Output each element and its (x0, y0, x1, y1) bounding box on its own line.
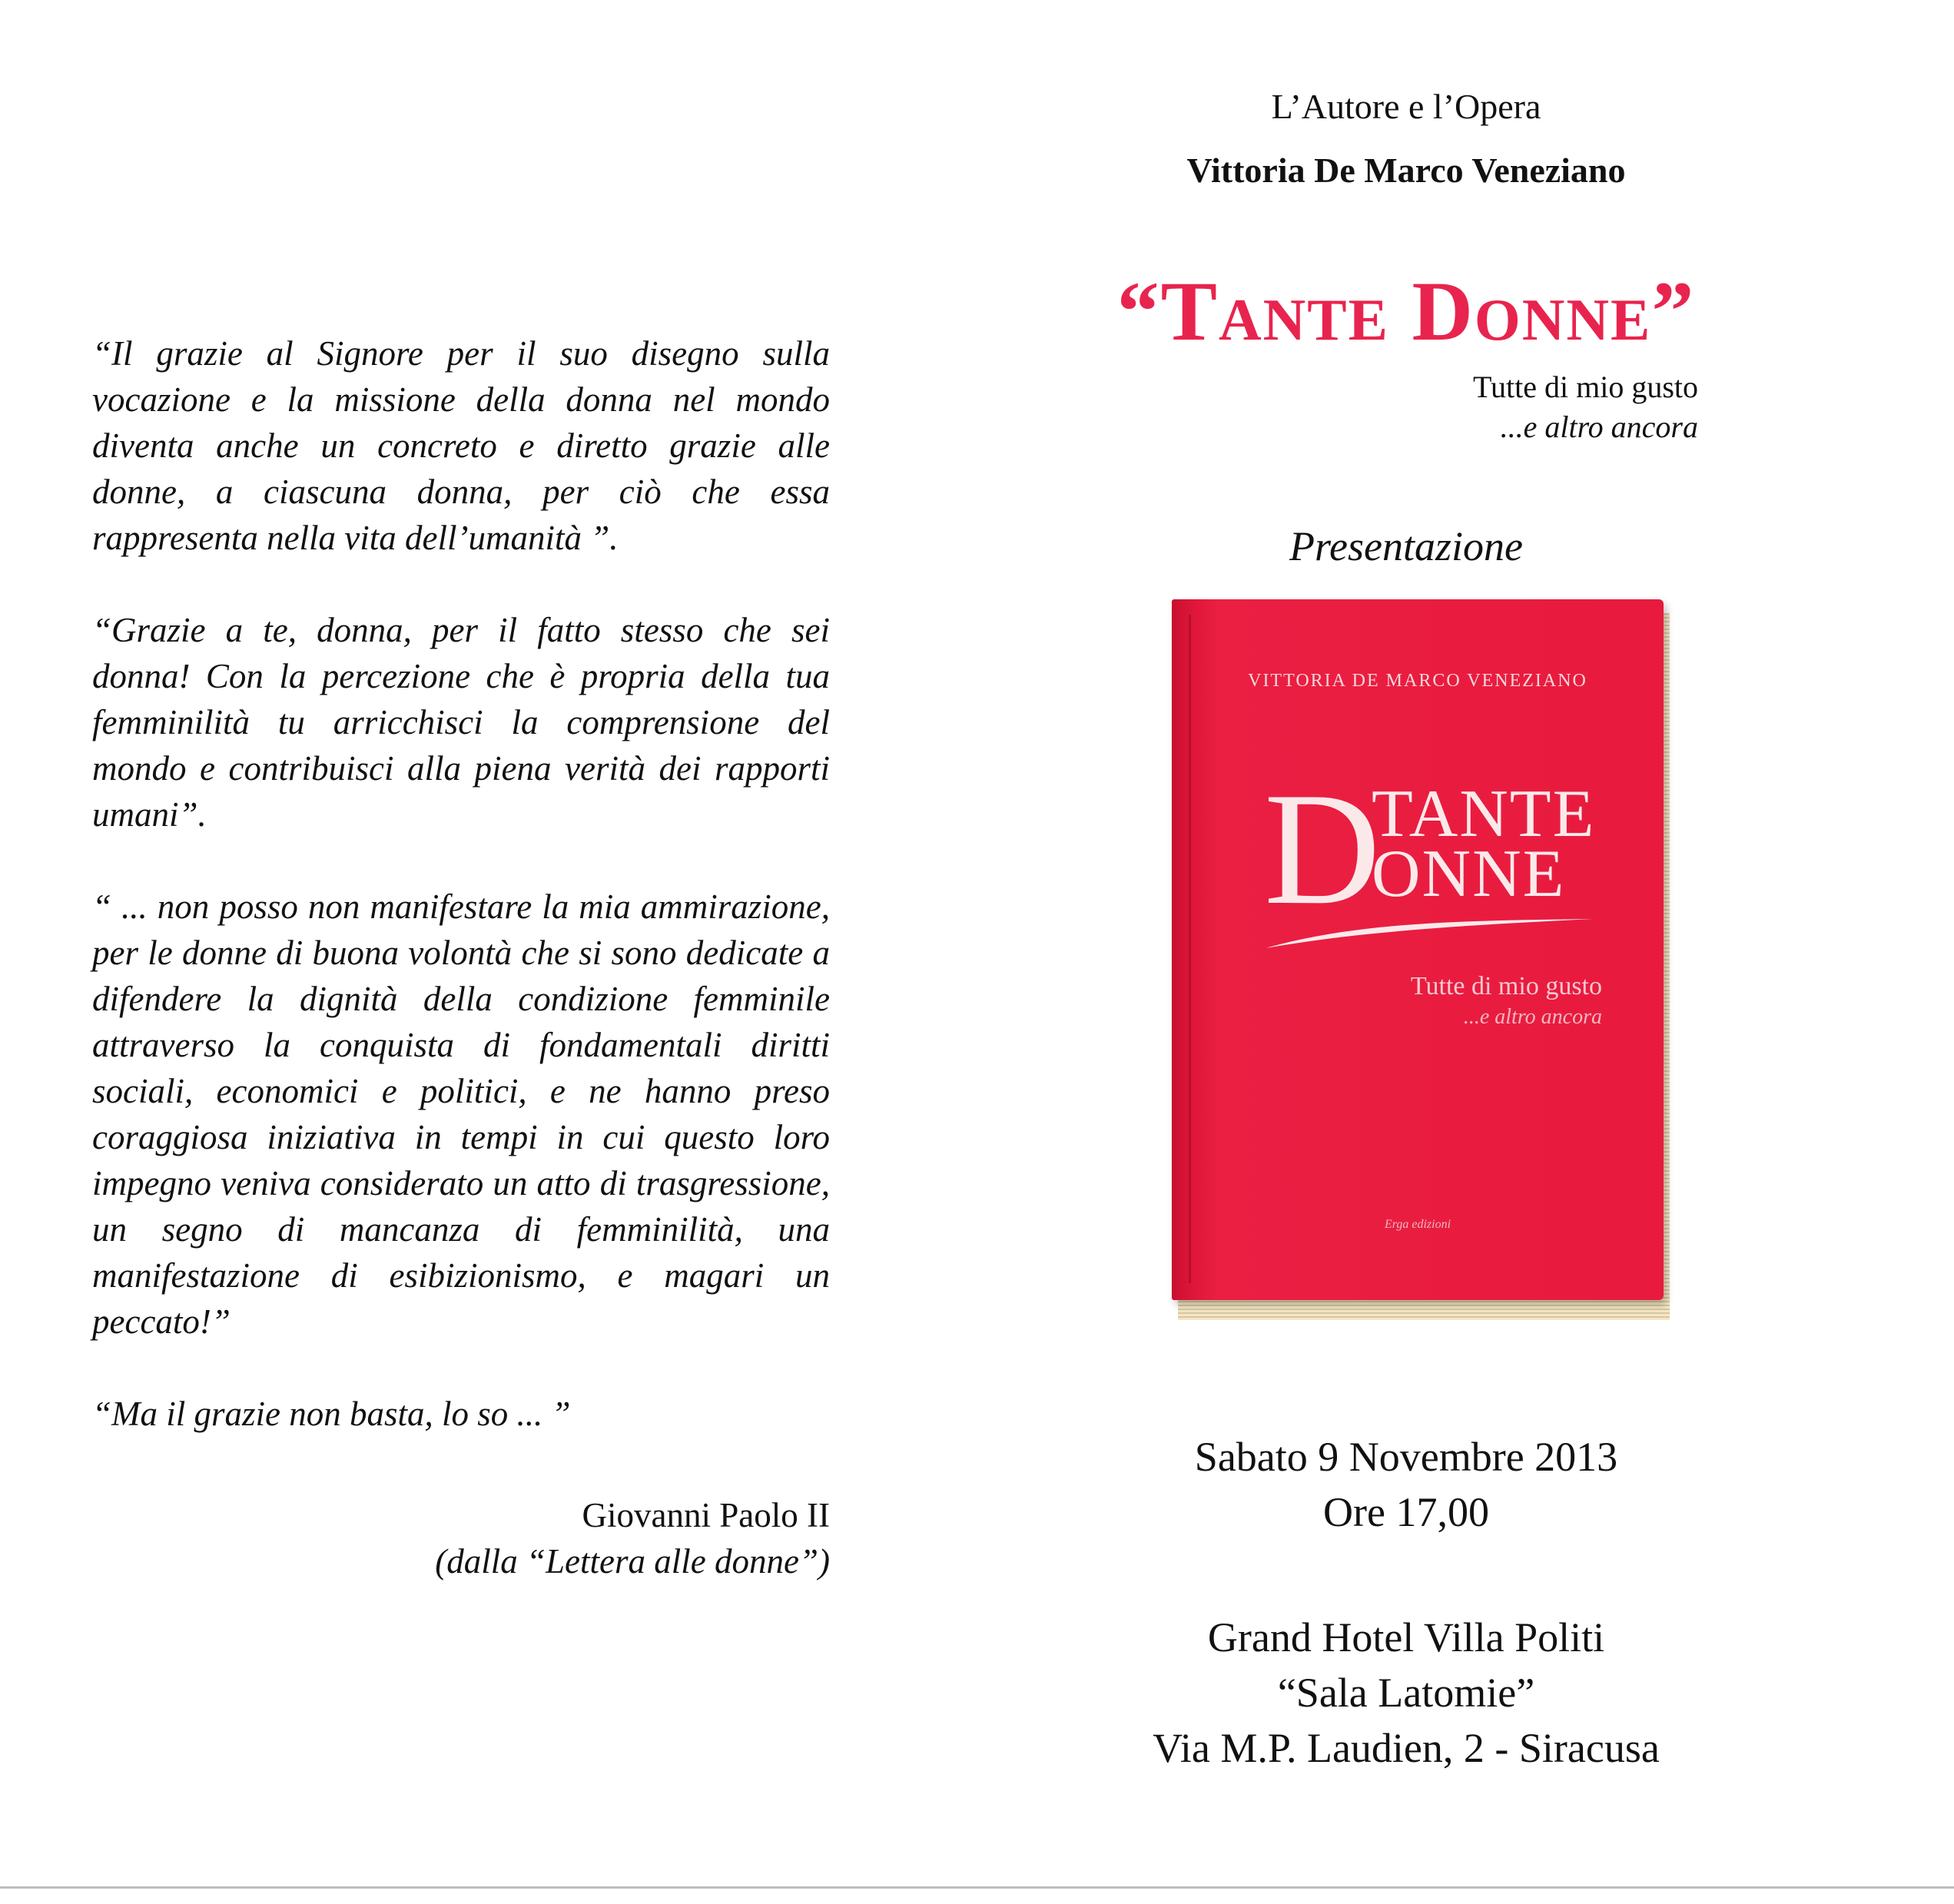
quotes-panel (92, 330, 830, 1584)
quote-3: “ ... non posso non manifestare la mia ammirazione, per le donne di buona volontà che si sono dedicate a difendere la dignità della condizione femminile attraverso la conquista di fondamentali diritti sociali, economici e politici, e ne hanno preso coraggiosa iniziativa in tempi in cui questo loro impegno veniva considerato un atto di trasgressione, un segno di mancanza di femminilità, una manifestazione di esibizionismo, e magari un peccato!” (92, 887, 830, 1341)
cover-author: VITTORIA DE MARCO VENEZIANO (1248, 671, 1587, 691)
book-subtitle-line2: ...e altro ancora (1500, 410, 1698, 444)
cover-big-letter: D (1264, 760, 1381, 938)
cover-subtitle1: Tutte di mio gusto (1410, 972, 1602, 1000)
book-subtitle (1473, 367, 1698, 447)
author-name: Vittoria De Marco Veneziano (1186, 151, 1626, 190)
cover-title (1264, 760, 1648, 938)
quote-1: “Il grazie al Signore per il suo disegno sulla vocazione e la missione della donna nel mondo diventa anche un concreto e diretto grazie alle donne, a ciascuna donna, per ciò che essa rappresenta nella vita dell’umanità ”. (92, 334, 830, 557)
attribution-source: (dalla “Lettera alle donne”) (435, 1542, 830, 1581)
quote-2: “Grazie a te, donna, per il fatto stesso che sei donna! Con la percezione che è propria della tua femminilità tu arricchisci la comprensione del mondo e contribuisci alla piena verità dei rapporti umani”. (92, 611, 830, 834)
cover-publisher: Erga edizioni (1384, 1218, 1451, 1231)
book-subtitle-line1: Tutte di mio gusto (1472, 370, 1698, 404)
event-date: Sabato 9 Novembre 2013 (1194, 1434, 1618, 1480)
page-bottom-line (0, 1886, 1954, 1889)
cover-title-line1: TANTE (1372, 777, 1596, 851)
venue-room: “Sala Latomie” (1277, 1670, 1535, 1716)
venue-name: Grand Hotel Villa Politi (1207, 1614, 1605, 1660)
event-time: Ore 17,00 (1323, 1489, 1489, 1535)
quote-4: “Ma il grazie non basta, lo so ... ” (92, 1395, 571, 1433)
quote-attribution (92, 1492, 830, 1584)
cover-swoosh (1264, 914, 1594, 953)
event-venue (1022, 1610, 1790, 1776)
header-label: L’Autore e l’Opera (1271, 87, 1541, 126)
cover-title-line2: ONNE (1372, 837, 1566, 911)
cover-subtitle2: ...e altro ancora (1463, 1005, 1602, 1029)
event-datetime (1022, 1429, 1790, 1540)
presentation-label: Presentazione (1289, 523, 1523, 569)
book-cover-image (1172, 599, 1664, 1306)
book-title: “Tante Donne” (1116, 264, 1696, 358)
venue-address: Via M.P. Laudien, 2 - Siracusa (1153, 1725, 1660, 1771)
attribution-name: Giovanni Paolo II (582, 1496, 830, 1534)
book-cover (1172, 599, 1664, 1300)
book-spine-line (1189, 615, 1191, 1283)
